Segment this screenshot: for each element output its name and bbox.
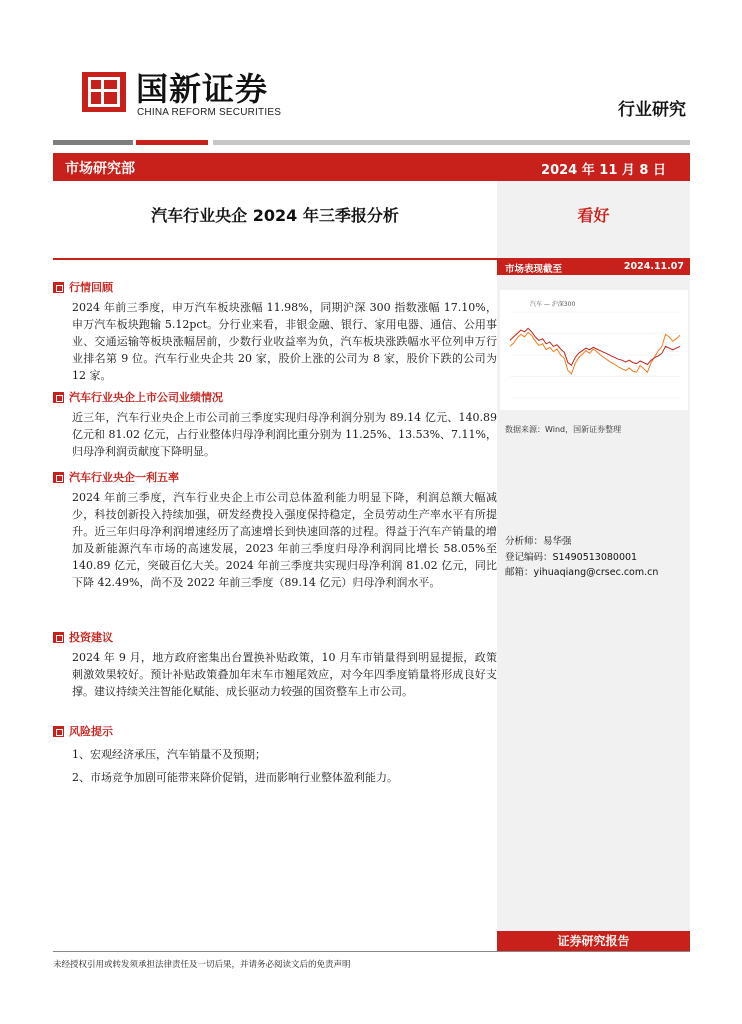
risk-item: 2、市场竞争加剧可能带来降价促销，进而影响行业整体盈利能力。: [72, 771, 398, 784]
risk-item: 1、宏观经济承压，汽车销量不及预期；: [72, 748, 266, 761]
section-bullet-icon: [53, 472, 64, 483]
company-logo: [82, 72, 126, 112]
performance-date: 2024.11.07: [623, 261, 684, 272]
section-market-review: [53, 278, 497, 384]
brand-name-cn: 国新证券: [136, 70, 269, 108]
section-bullet-icon: [53, 632, 64, 643]
analyst-email[interactable]: 邮箱：yihuaqiang@crsec.com.cn: [505, 567, 659, 578]
section-title: 风险提示: [69, 725, 113, 738]
section-body: 2024 年前三季度，汽车行业央企上市公司总体盈利能力明显下降，利润总额大幅减少，科技创新投入持续加强，研发经费投入强度保持稳定，全员劳动生产率水平有所提升。近三年归母净利润增速经历了高速增长到快速回落的过程。得益于汽车产销量的增加及新能源汽车市场的高速发展，2023 年前三季度归母净利润同比增长 58.05%至 140.89 亿元，突破百亿大关。2024 年前三季度共实现归母净利润 81.02 亿元，同比下降 42.49%，尚不及 2022 年前三季度（89.14 亿元）归母净利润水平。: [72, 491, 497, 589]
report-title: 汽车行业央企 2024 年三季报分析: [151, 206, 399, 225]
section-title: 汽车行业央企上市公司业绩情况: [69, 391, 223, 404]
header-divider-light: [213, 140, 690, 145]
market-performance-chart: [500, 290, 688, 410]
performance-label: 市场表现截至: [505, 264, 563, 275]
department-name: 市场研究部: [65, 161, 135, 177]
section-body: 2024 年前三季度，申万汽车板块涨幅 11.98%，同期沪深 300 指数涨幅 17.10%，申万汽车板块跑输 5.12pct。分行业来看，非银金融、银行、家用电器、通信、公用事业、交通运输等板块涨幅居前，少数行业收益率为负，汽车板块涨跌幅水平位列申万行业排名第 9 位。汽车行业央企共 20 家，股价上涨的公司为 8 家，股价下跌的公司为 12 家。: [72, 301, 497, 382]
department-bar: [53, 153, 690, 181]
section-bullet-icon: [53, 282, 64, 293]
analyst-registration: 登记编码：S1490513080001: [505, 551, 638, 563]
section-title: 投资建议: [69, 631, 113, 644]
section-bullet-icon: [53, 392, 64, 403]
footer-label: 证券研究报告: [497, 931, 690, 951]
analyst-name: 分析师：易华强: [505, 536, 572, 547]
header-divider-dark: [53, 140, 133, 145]
footer-divider: [53, 951, 690, 952]
report-date: 2024 年 11 月 8 日: [541, 163, 666, 178]
section-earnings: [53, 388, 497, 460]
section-risk: [53, 722, 497, 789]
rating-badge: 看好: [577, 206, 610, 225]
section-indicators: [53, 468, 497, 591]
section-title: 汽车行业央企一利五率: [69, 471, 179, 484]
title-underline: [53, 258, 497, 260]
section-bullet-icon: [53, 726, 64, 737]
chart-source: 数据来源：Wind，国新证券整理: [505, 425, 622, 434]
report-type: 行业研究: [618, 100, 686, 120]
analyst-info: [505, 534, 658, 581]
brand-name-en: CHINA REFORM SECURITIES: [137, 107, 282, 118]
section-title: 行情回顾: [69, 281, 113, 294]
chart-legend: 汽车 — 沪深300: [530, 301, 576, 308]
section-body: 近三年，汽车行业央企上市公司前三季度实现归母净利润分别为 89.14 亿元、140.89 亿元和 81.02 亿元，占行业整体归母净利润比重分别为 11.25%、13.53%、7.11%，归母净利润贡献度下降明显。: [72, 411, 497, 458]
section-investment-advice: [53, 628, 497, 700]
header-divider-red: [136, 140, 208, 145]
disclaimer: 未经授权引用或转发须承担法律责任及一切后果，并请务必阅读文后的免责声明: [53, 960, 351, 970]
section-body: 2024 年 9 月，地方政府密集出台置换补贴政策，10 月车市销量得到明显提振，政策刺激效果较好。预计补贴政策叠加年末车市翘尾效应，对今年四季度销量将形成良好支撑。建议持续关注智能化赋能、成长驱动力较强的国资整车上市公司。: [72, 651, 497, 698]
market-performance-bar: [497, 258, 690, 275]
